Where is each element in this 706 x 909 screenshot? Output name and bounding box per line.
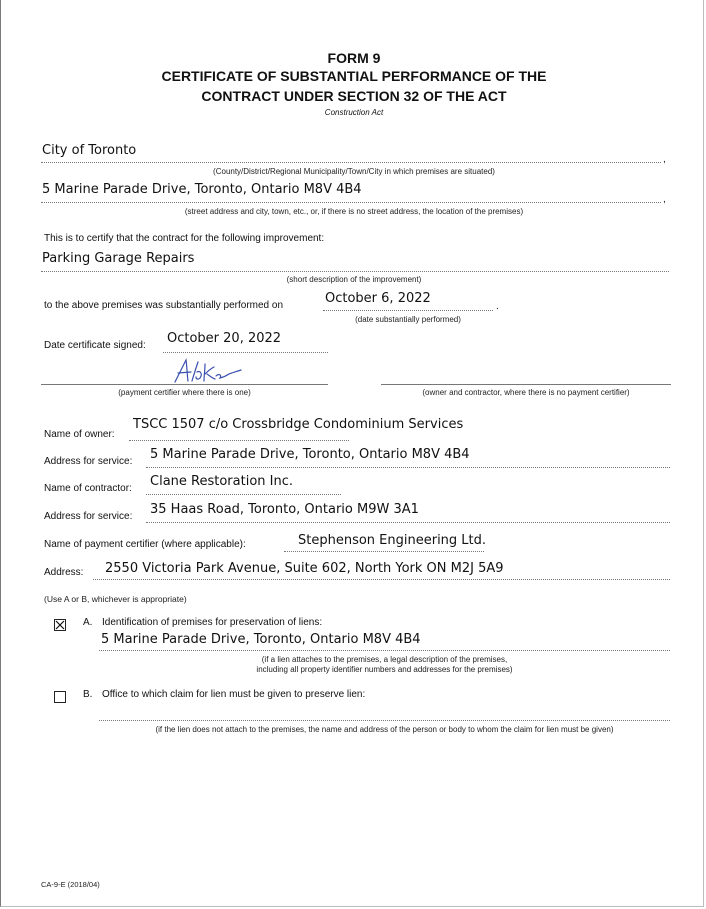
premises-address-caption: (street address and city, town, etc., or, if there is no street address, the location of the premises): [184, 207, 524, 216]
owner-name-label: Name of owner:: [44, 429, 115, 440]
form-title-line2: CONTRACT UNDER SECTION 32 OF THE ACT: [201, 88, 507, 104]
option-b-label: Office to which claim for lien must be given to preserve lien:: [102, 689, 366, 700]
certifier-address-label: Address:: [44, 567, 84, 578]
contractor-name-label: Name of contractor:: [44, 483, 132, 494]
act-name: Construction Act: [324, 108, 384, 117]
signature-image: [169, 356, 249, 386]
use-a-or-b-note: (Use A or B, whichever is appropriate): [44, 594, 187, 604]
contractor-address-line: [146, 522, 670, 523]
certifier-signature-caption: (payment certifier where there is one): [118, 388, 251, 397]
contractor-address-label: Address for service:: [44, 511, 133, 522]
owner-signature-line: [381, 384, 671, 385]
checkbox-x-mark-icon: [55, 620, 65, 630]
option-b-letter: B.: [83, 689, 93, 700]
owner-address-line: [146, 467, 670, 468]
form-code: CA-9-E (2018/04): [41, 880, 100, 889]
owner-name-line: [129, 440, 349, 441]
certifier-signature-line: [41, 384, 328, 385]
option-a-letter: A.: [83, 617, 93, 628]
option-b-caption: (if the lien does not attach to the premises, the name and address of the person or body to whom the claim for lien must be given): [155, 725, 614, 734]
owner-signature-caption: (owner and contractor, where there is no payment certifier): [422, 388, 630, 397]
certifier-name-label: Name of payment certifier (where applicable):: [44, 539, 246, 550]
date-signed-line: [163, 352, 328, 353]
municipality-caption: (County/District/Regional Municipality/Town/City in which premises are situated): [213, 167, 495, 176]
performed-date-period: .: [496, 301, 499, 312]
option-a-checkbox[interactable]: [54, 619, 66, 631]
owner-address-label: Address for service:: [44, 456, 133, 467]
performed-date-value[interactable]: October 6, 2022: [325, 291, 431, 306]
contractor-name-value[interactable]: Clane Restoration Inc.: [150, 474, 293, 489]
option-a-label: Identification of premises for preservation of liens:: [102, 617, 323, 628]
improvement-value[interactable]: Parking Garage Repairs: [42, 251, 195, 266]
improvement-line: [41, 271, 669, 272]
municipality-comma: ,: [663, 154, 666, 165]
performed-date-caption: (date substantially performed): [355, 315, 461, 324]
contractor-name-line: [146, 494, 341, 495]
option-a-line: [99, 650, 670, 651]
option-a-caption-line2: including all property identifier numbers and addresses for the premises): [256, 665, 513, 674]
certifier-name-value[interactable]: Stephenson Engineering Ltd.: [298, 533, 487, 548]
owner-address-value[interactable]: 5 Marine Parade Drive, Toronto, Ontario M8V 4B4: [150, 447, 470, 462]
improvement-caption: (short description of the improvement): [286, 275, 422, 284]
owner-name-value[interactable]: TSCC 1507 c/o Crossbridge Condominium Services: [133, 417, 464, 432]
premises-address-comma: ,: [663, 194, 666, 205]
performed-on-label: to the above premises was substantially performed on: [44, 300, 284, 311]
form-number: FORM 9: [327, 50, 381, 66]
premises-address-value[interactable]: 5 Marine Parade Drive, Toronto, Ontario M8V 4B4: [42, 182, 362, 197]
date-signed-value[interactable]: October 20, 2022: [167, 331, 282, 346]
municipality-value[interactable]: City of Toronto: [42, 143, 137, 158]
option-b-checkbox[interactable]: [54, 691, 66, 703]
form-title-line1: CERTIFICATE OF SUBSTANTIAL PERFORMANCE OF THE: [161, 68, 547, 84]
option-b-line[interactable]: [99, 720, 670, 721]
certifier-name-line: [284, 551, 484, 552]
certifier-address-line: [93, 579, 670, 580]
premises-address-line: [41, 202, 661, 203]
certify-text: This is to certify that the contract for the following improvement:: [44, 233, 325, 244]
option-a-caption-line1: (if a lien attaches to the premises, a legal description of the premises,: [261, 655, 508, 664]
date-signed-label: Date certificate signed:: [44, 340, 146, 351]
certifier-address-value[interactable]: 2550 Victoria Park Avenue, Suite 602, North York ON M2J 5A9: [105, 561, 504, 576]
performed-date-line: [323, 310, 493, 311]
contractor-address-value[interactable]: 35 Haas Road, Toronto, Ontario M9W 3A1: [150, 502, 419, 517]
option-a-value[interactable]: 5 Marine Parade Drive, Toronto, Ontario M8V 4B4: [101, 632, 421, 647]
municipality-line: [41, 162, 661, 163]
